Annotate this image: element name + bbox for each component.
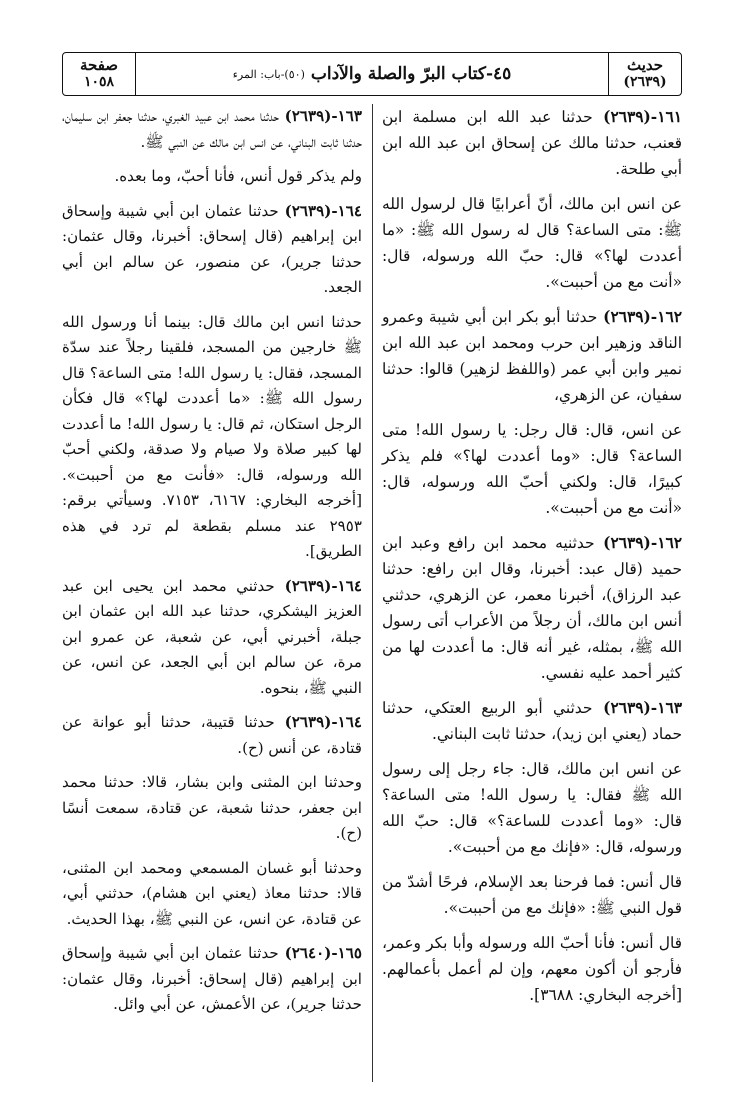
right-column — [382, 104, 682, 1082]
chapter-title-box — [136, 53, 608, 95]
hadith-paragraph — [62, 310, 362, 565]
book-page — [62, 52, 682, 1082]
hadith-text: قال أنس: فما فرحنا بعد الإسلام، فرحًا أشدّ من قول النبي ﷺ: «فإنك مع من أحببت». — [382, 873, 682, 917]
page-number-box — [63, 53, 136, 95]
hadith-reference-number: ١٦٤-(٢٦٣٩) — [274, 713, 362, 731]
hadith-text: حدثني محمد ابن يحيى ابن عبد العزيز اليشكري، حدثنا عبد الله ابن عثمان ابن جبلة، أخبرني أبي، عن شعبة، عن عمرو ابن مرة، عن سالم ابن أبي الجعد، عن انس، عن النبي ﷺ، بنحوه. — [62, 576, 362, 697]
hadith-paragraph — [62, 199, 362, 301]
hadith-reference-number: ١٦٣-(٢٦٣٩) — [592, 699, 682, 717]
hadith-text: حدثنا قتيبة، حدثنا أبو عوانة عن قتادة، عن أنس (ح). — [62, 713, 362, 757]
hadith-text: حدثنا عثمان ابن أبي شيبة وإسحاق ابن إبراهيم (قال إسحاق: أخبرنا، وقال عثمان: حدثنا جرير)، عن منصور، عن سالم ابن أبي الجعد. — [62, 201, 362, 296]
hadith-paragraph — [62, 856, 362, 933]
hadith-text: حدثني أبو الربيع العتكي، حدثنا حماد (يعني ابن زيد)، حدثنا ثابت البناني. — [382, 699, 682, 743]
hadith-paragraph — [382, 930, 682, 1008]
hadith-paragraph — [62, 164, 362, 190]
hadith-text: قال أنس: فأنا أحبّ الله ورسوله وأبا بكر وعمر، فأرجو أن أكون معهم، وإن لم أعمل بأعمالهم. [أخرجه البخاري: ٣٦٨٨]. — [382, 934, 682, 1004]
hadith-paragraph — [382, 417, 682, 521]
column-divider — [372, 104, 373, 1082]
hadith-paragraph — [382, 530, 682, 686]
chapter-subtitle: (٥٠)-باب: المرء — [232, 67, 305, 81]
hadith-paragraph — [382, 104, 682, 182]
hadith-reference-number: ١٦٤-(٢٦٣٩) — [278, 201, 362, 220]
hadith-text: حدثنا محمد ابن عبيد الغبري، حدثنا جعفر ابن سليمان، حدثنا ثابت البناني، عن انس ابن مالك عن النبي ﷺ. — [62, 107, 362, 151]
hadith-text: وحدثنا ابن المثنى وابن بشار، قالا: حدثنا محمد ابن جعفر، حدثنا شعبة، عن قتادة، سمعت أنسًا (ح). — [62, 773, 362, 842]
hadith-reference-number: ١٦٢-(٢٦٣٩) — [594, 534, 683, 552]
hadith-paragraph — [62, 104, 362, 155]
hadith-paragraph — [382, 869, 682, 921]
hadith-text: عن انس ابن مالك، قال: جاء رجل إلى رسول الله ﷺ فقال: يا رسول الله! متى الساعة؟ قال: «وما أعددت للساعة؟» قال: حبّ الله ورسوله، قال: «فإنك مع من أحببت». — [382, 760, 682, 856]
hadith-text: عن انس، قال: قال رجل: يا رسول الله! متى الساعة؟ قال: «وما أعددت لها؟» فلم يذكر كبيرًا، قال: ولكني أحبّ الله ورسوله، قال: «أنت مع من أحببت». — [382, 421, 682, 517]
page-number: ١٠٥٨ — [83, 74, 115, 90]
hadith-text: حدثنا انس ابن مالك قال: بينما أنا ورسول الله ﷺ خارجين من المسجد، فلقينا رجلاً عند سدّة المسجد، فقال: يا رسول الله! متى الساعة؟ قال رسول الله ﷺ: «ما أعددت لها؟» قال فكأن الرجل استكان، ثم قال: يا رسول الله! ما أعددت لها كبير صلاة ولا صيام ولا صدقة، ولكني أحبّ الله ورسوله، قال: «فأنت مع من أحببت». [أخرجه البخاري: ٦١٦٧، ٧١٥٣. وسيأتي برقم: ٢٩٥٣ عند مسلم بقطعة لم ترد في هذه الطريق]. — [62, 312, 362, 560]
hadith-reference-number: ١٦١-(٢٦٣٩) — [592, 108, 682, 126]
left-column — [62, 104, 362, 1082]
hadith-paragraph — [382, 756, 682, 860]
hadith-text: ولم يذكر قول أنس، فأنا أحبّ، وما بعده. — [114, 167, 362, 185]
hadith-text: وحدثنا أبو غسان المسمعي ومحمد ابن المثنى، قالا: حدثنا معاذ (يعني ابن هشام)، حدثني أبي، عن قتادة، عن انس، عن النبي ﷺ، بهذا الحديث. — [62, 858, 362, 928]
hadith-reference-number: ١٦٤-(٢٦٣٩) — [274, 576, 362, 595]
hadith-reference-number: ١٦٥-(٢٦٤٠) — [278, 944, 362, 962]
hadith-paragraph — [62, 941, 362, 1018]
hadith-text: حدثنا عبد الله ابن مسلمة ابن قعنب، حدثنا مالك عن إسحاق ابن عبد الله ابن أبي طلحة. — [382, 108, 682, 178]
hadith-text: عن انس ابن مالك، أنّ أعرابيًا قال لرسول الله ﷺ: متى الساعة؟ قال له رسول الله ﷺ: «ما أعددت لها؟» قال: حبّ الله ورسوله، قال: «أنت مع من أحببت». — [382, 195, 682, 291]
chapter-title: ٤٥-كتاب البرّ والصلة والآداب — [310, 64, 512, 84]
hadith-paragraph — [382, 695, 682, 747]
hadith-text: حدثنا أبو بكر ابن أبي شيبة وعمرو الناقد وزهير ابن حرب ومحمد ابن عبد الله ابن نمير وابن أبي عمر (واللفظ لزهير) قالوا: حدثنا سفيان، عن الزهري، — [382, 308, 682, 404]
hadith-paragraph — [382, 191, 682, 295]
hadith-paragraph — [382, 304, 682, 408]
hadith-reference-number: ١٦٣-(٢٦٣٩) — [279, 107, 362, 125]
hadith-text: حدثنيه محمد ابن رافع وعبد ابن حميد (قال عبد: أخبرنا، وقال ابن رافع: حدثنا عبد الرزاق)، أخبرنا معمر، عن الزهري، حدثني أنس ابن مالك، أن رجلاً من الأعراب أتى رسول الله ﷺ، بمثله، غير أنه قال: ما أعددت لها من كثير أحمد عليه نفسي. — [382, 534, 682, 682]
hadith-text: حدثنا عثمان ابن أبي شيبة وإسحاق ابن إبراهيم (قال إسحاق: أخبرنا، وقال عثمان: حدثنا جرير)، عن الأعمش، عن أبي وائل. — [62, 944, 362, 1013]
hadith-number: (٢٦٣٩) — [623, 74, 667, 90]
hadith-paragraph — [62, 710, 362, 761]
hadith-paragraph — [62, 574, 362, 702]
hadith-reference-number: ١٦٢-(٢٦٣٩) — [597, 308, 682, 326]
hadith-paragraph — [62, 770, 362, 847]
page-label: صفحة — [79, 56, 119, 74]
hadith-label: حديث — [626, 56, 664, 74]
page-header — [62, 52, 682, 96]
hadith-number-box — [608, 53, 681, 95]
